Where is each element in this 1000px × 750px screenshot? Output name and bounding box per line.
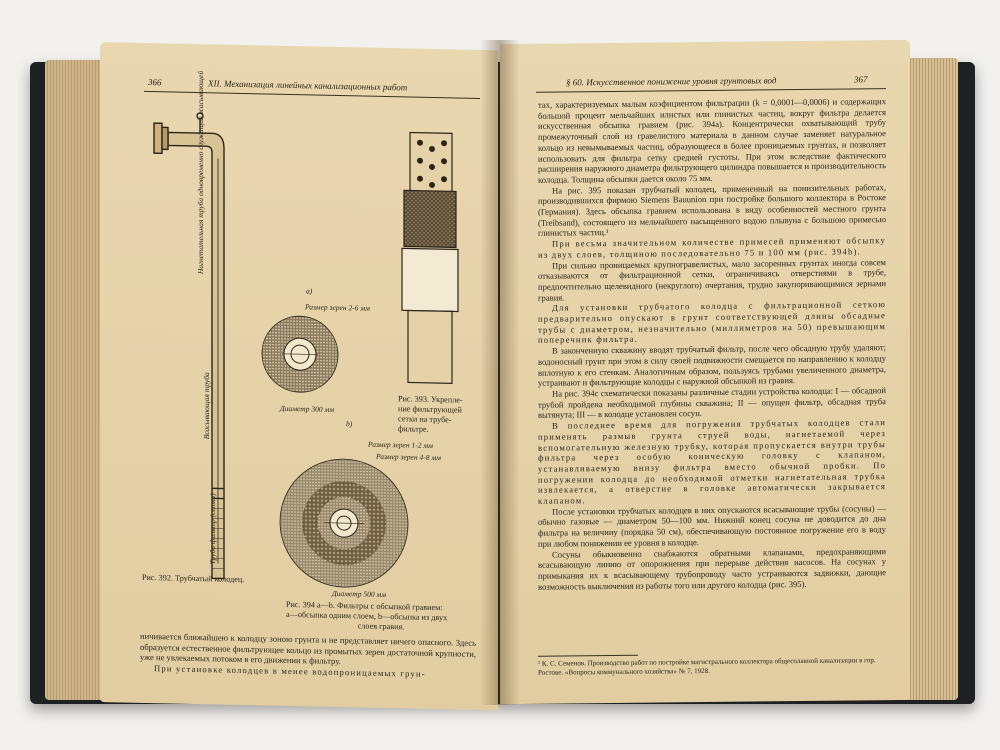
fig394a-grain-size: Размер зерен 2-6 мм: [305, 302, 370, 313]
paragraph: На рис. 395 показан трубчатый колодец, примененный на понизительных работах, производившихся фирмою Siemens Bauunion при постройке большого коллектора в Ростоке (Германия). Здесь обсыпка гравием использована в виду особенностей местного грунта (Treibsand), состоящего из мельчайшего насыщенного водою плывуна с большою примесью глинистых частиц.¹: [538, 181, 886, 239]
left-page: [100, 42, 498, 710]
paragraph: При весьма значительном количестве примесей применяют обсыпку из двух слоев, толщиною последовательно 75 и 100 мм (рис. 394b).: [538, 235, 886, 260]
paragraph: На рис. 394c схематически показаны различные стадии устройства колодца: I — обсадной трубой пройдена необходимой глубины скважина; II — опущен фильтр, обсадная труба вытянута; III — в колодце установлен сосун.: [538, 385, 886, 421]
fig393-caption: [398, 394, 478, 436]
fig393-caption-line: фильтре.: [398, 424, 429, 434]
fig393-caption-line: Рис. 393. Укрепле-: [398, 394, 463, 405]
left-running-head: XII. Механизация линейных канализационных работ: [208, 78, 408, 93]
paragraph: После установки трубчатых колодцев в них опускаются всасывающие трубы (сосуны) — обычно газовые — диаметром 50—100 мм. Нижний конец сосуна не доводится до дна фильтра на величину (порядка 50 см), обеспечивающую постоянное погружение его в воду при любом понижении ее уровня в колодце.: [538, 502, 886, 549]
paragraph: В законченную скважину вводят трубчатый фильтр, после чего обсадную трубу удаляют; водоносный грунт при этом в силу своей подвижности смещается по направлению к колодцу вплотную к его стенкам. Аналогичным образом, пользуясь трубами увеличенного диаметра, устраивают и фильтрующие колодцы с наружной обсыпкой из гравия.: [538, 342, 886, 389]
right-page-number: 367: [854, 74, 868, 85]
right-page: [500, 40, 910, 704]
right-body-text: [538, 96, 886, 592]
fig392-caption: Рис. 392. Трубчатый колодец.: [142, 572, 245, 585]
footnote-rule: [538, 655, 638, 657]
paragraph: В последнее время для погружения трубчатых колодцев стали применять размыв грунта струей воды, нагнетаемой через вспомогательную железную трубку, которая пропускается внутри трубы фильтра через особую коническую головку с клапаном, устанавливаемую внизу фильтра вместо обычной пробки. По погружении колодца до необходимой отметки нагнетательная трубка извлекается, а отверстие в головке автоматически закрывается клапаном.: [538, 417, 886, 506]
fig394b-grain-size-inner: Размер зерен 1-2 мм: [368, 439, 433, 450]
paragraph: Для установки трубчатого колодца с фильтрационной сеткою предварительно опускают в грунт соответствующей длины обсадные трубы с диаметром, незначительно (миллиметров на 50) превышающим поперечник фильтра.: [538, 299, 886, 346]
paragraph: При сильно проницаемых крупногравелистых, мало засоренных грунтах иногда совсем отказываются от фильтрационной сетки, ограничиваясь отверстиями в трубе, предпочтительно щелевидного (некруглого) очертания, трудно закупоривающимися зернами гравия.: [538, 256, 886, 303]
fig393-drawing: [396, 126, 466, 387]
left-head-rule: [144, 91, 480, 99]
paragraph: ничивается ближайшею к колодцу зоною грунта и не представляет ничего опасного. Здесь образуется естественное фильтрующее кольцо из промытых зерен достаточной крупности, уже не увлекаемых потоком в его движении к фильтру.: [140, 630, 476, 667]
left-body-text: [140, 631, 476, 681]
fig394b-label: b): [346, 419, 353, 429]
fig394a-diameter: Диаметр 300 мм: [280, 403, 335, 414]
fig394-caption-line: a—обсыпка одним слоем, b—обсыпка из двух: [286, 609, 448, 623]
fig392-drawing: [140, 107, 250, 589]
left-page-number: 366: [148, 77, 162, 88]
fig394a-label: a): [306, 286, 313, 296]
fig392-label-suction-pipe: Всасывающая труба: [202, 372, 211, 440]
fig392-label-pressure-pipe: Нагнетательная труба одновременно служащая всасывающей: [196, 70, 205, 275]
fig394b-drawing: [276, 454, 412, 593]
right-head-rule: [536, 88, 886, 93]
paragraph: Сосуны обыкновенно снабжаются обратными клапанами, предохраняющими всасывающую линию от опорожнения при перерыве действия насосов. На сосунах у примыкания их к всасывающему трубопроводу часто устраиваются задвижки, дающие возможность выключения из работы того или другого колодца (рис. 395).: [538, 545, 886, 592]
paragraph: тах, характеризуемых малым коэфициентом фильтрации (k = 0,0001—0,0006) и содержащих большой процент мельчайших илистых или глинистых частиц, вокруг фильтра делается искусственная обсыпка гравием (рис. 394a). Концентрически охватывающий трубу промежуточный слой из гравелистого материала в данном случае заменяет натуральное кольцо из невымываемых частиц, образующееся в более проницаемых грунтах, и позволяет использовать для фильтра сетку средней густоты. При этом вследствие фактического расширения наружного диаметра фильтрующего цилиндра повышается и производительность колодца. Толщина обсыпки дается около 75 мм.: [538, 96, 886, 185]
fig394b-grain-size-outer: Размер зерен 4-8 мм: [376, 451, 441, 463]
fig394a-drawing: [260, 313, 340, 395]
footnote: ¹ К. С. Семенов. Производство работ по постройке магистрального коллектора общесплавной канализации в гор. Ростове. «Вопросы коммунального хозяйства» № 7, 1928.: [538, 656, 876, 677]
paragraph: При установке колодцев в менее водопроницаемых грун-: [154, 663, 426, 679]
fig394-caption-line: Рис. 394 a—b. Фильтры с обсыпкой гравием:: [286, 599, 443, 613]
right-running-head: § 60. Искусственное понижение уровня грунтовых вод: [566, 75, 777, 88]
fig394-caption: [286, 600, 476, 634]
fig393-caption-line: ние фильтрующей: [398, 404, 462, 415]
fig393-caption-line: сетки на трубе-: [398, 414, 452, 425]
fig392-label-filter-pipe: Труба фильтр (сетка): [208, 493, 217, 565]
fig394b-diameter: Диаметр 500 мм: [332, 588, 387, 599]
fig394-caption-line: слоев гравия.: [357, 621, 405, 632]
